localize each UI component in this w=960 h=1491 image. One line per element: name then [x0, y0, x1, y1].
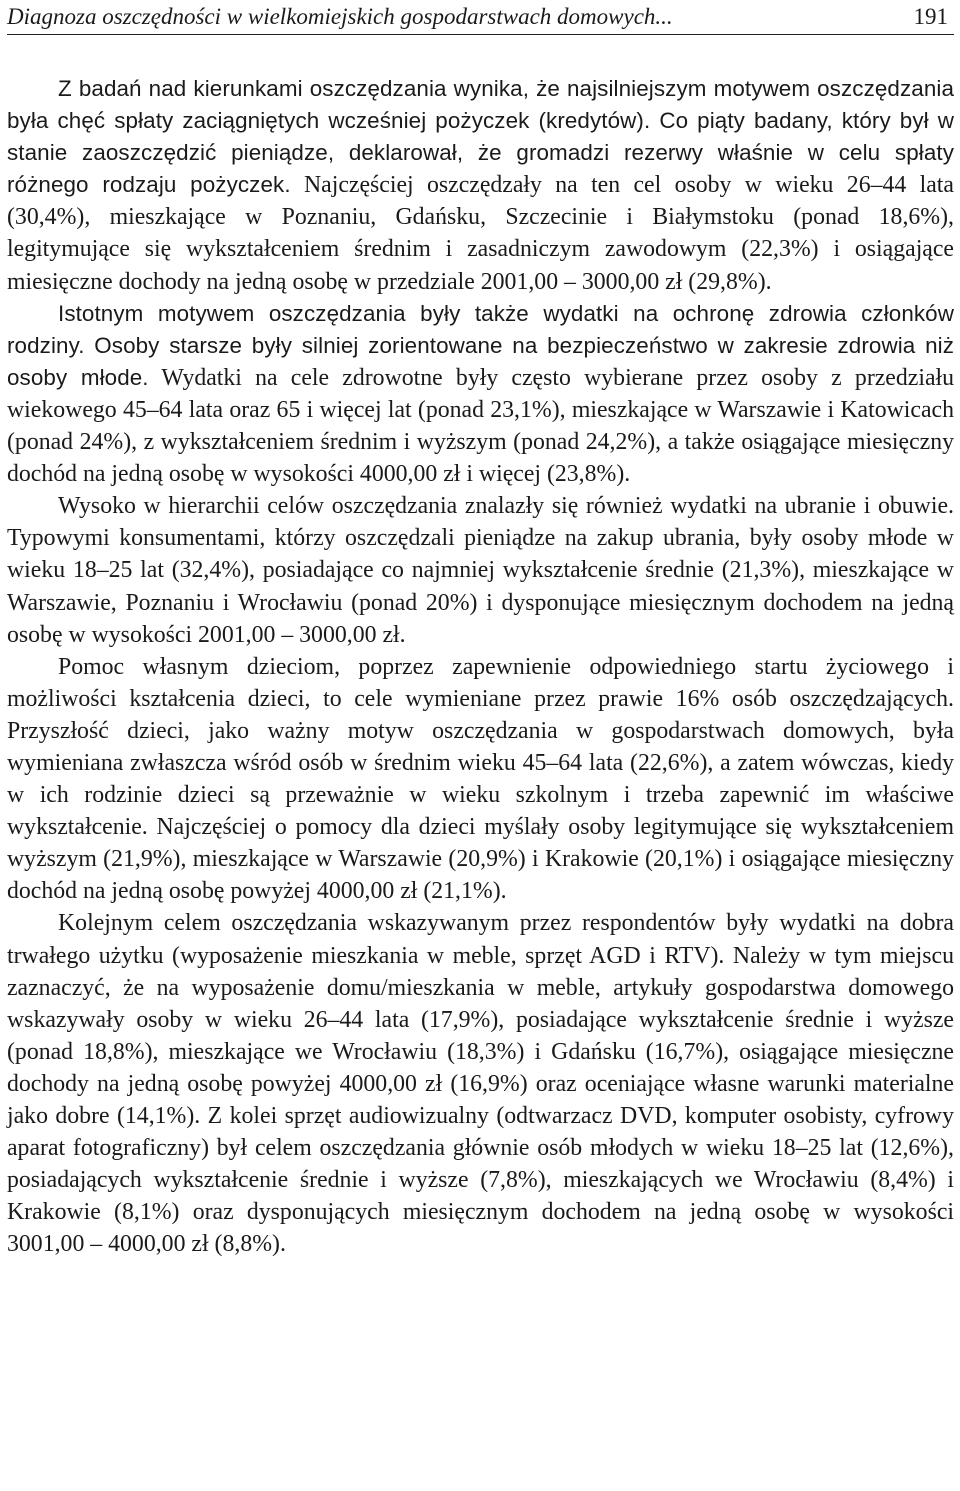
paragraph-health	[7, 298, 954, 491]
text-run: Kolejnym celem oszczędzania wskazywanym przez respondentów były wydatki na dobra trwałego użytku (wyposażenie mieszkania w meble, sprzęt AGD i RTV). Należy w tym miejscu zaznaczyć, że na wyposażenie domu/mieszkania w meble, artykuły gospodarstwa domowego wskazywały osoby w wieku 26–44 lata (17,9%), posiadające wykształcenie średnie i wyższe (ponad 18,8%), mieszkające we Wrocławiu (18,3%) i Gdańsku (16,7%), osiągające miesięczne dochody na jedną osobę powyżej 4000,00 zł (16,9%) oraz oceniające własne warunki materialne jako dobre (14,1%). Z kolei sprzęt audiowizualny (odtwarzacz DVD, komputer osobisty, cyfrowy aparat fotograficzny) był celem oszczędzania głównie osób młodych w wieku 18–25 lat (12,6%), posiadających wykształcenie średnie i wyższe (7,8%), mieszkających we Wrocławiu (8,4%) i Krakowie (8,1%) oraz dysponujących miesięcznym dochodem na jedną osobę w wysokości 3001,00 – 4000,00 zł (8,8%).	[7, 910, 954, 1258]
text-run: Pomoc własnym dzieciom, poprzez zapewnienie odpowiedniego startu życiowego i możliwości kształcenia dzieci, to cele wymieniane przez prawie 16% osób oszczędzających. Przyszłość dzieci, jako ważny motyw oszczędzania w gospodarstwach domowych, była wymieniana zwłaszcza wśród osób w średnim wieku 45–64 lata (22,6%), a zatem wówczas, kiedy w ich rodzinie dzieci są przeważnie w wieku szkolnym i trzeba zapewnić im właściwe wykształcenie. Najczęściej o pomocy dla dzieci myślały osoby legitymujące się wykształceniem wyższym (21,9%), mieszkające w Warszawie (20,9%) i Krakowie (20,1%) i osiągające miesięczny dochód na jedną osobę powyżej 4000,00 zł (21,1%).	[7, 653, 954, 905]
text-run: Wysoko w hierarchii celów oszczędzania znalazły się również wydatki na ubranie i obuwie. Typowymi konsumentami, którzy oszczędzali pieniądze na zakup ubrania, były osoby młode w wieku 18–25 lat (32,4%), posiadające co najmniej wykształcenie średnie (21,3%), mieszkające w Warszawie, Poznaniu i Wrocławiu (ponad 20%) i dysponujące miesięcznym dochodem na jedną osobę w wysokości 2001,00 – 3000,00 zł.	[7, 493, 954, 648]
page-number: 191	[913, 4, 948, 29]
text-run: Wydatki na cele zdrowotne były często wybierane przez osoby z przedziału wiekowego 45–64 lata oraz 65 i więcej lat (ponad 23,1%), mieszkające w Warszawie i Katowicach (ponad 24%), z wykształceniem średnim i wyższym (ponad 24,2%), a także osiągające miesięczny dochód na jedną osobę w wysokości 4000,00 zł i więcej (23,8%).	[7, 364, 955, 488]
running-title: Diagnoza oszczędności w wielkomiejskich gospodarstwach domowych...	[7, 4, 673, 29]
text-run: Z badań nad kierunkami oszczędzania wynika, że najsilniejszym motywem oszczędzania była chęć spłaty zaciągniętych wcześniej pożyczek (kredytów). Co piąty badany, który był w stanie zaoszczędzić pieniądze, deklarował, że gromadzi rezerwy właśnie w celu spłaty różnego rodzaju pożyczek.	[7, 76, 954, 198]
paragraph-debt-repayment	[7, 73, 954, 298]
paragraph-durable-goods	[7, 907, 954, 1260]
paragraph-children	[7, 651, 954, 908]
body-text	[7, 73, 954, 1260]
paragraph-clothing	[7, 490, 954, 650]
text-run: Istotnym motywem oszczędzania były także wydatki na ochronę zdrowia członków rodziny. Osoby starsze były silniej zorientowane na bezpieczeństwo w zakresie zdrowia niż osoby młode.	[7, 300, 954, 390]
running-header	[7, 0, 954, 35]
text-run: Najczęściej oszczędzały na ten cel osoby w wieku 26–44 lata (30,4%), mieszkające w Poznaniu, Gdańsku, Szczecinie i Białymstoku (ponad 18,6%), legitymujące się wykształceniem średnim i zasadniczym zawodowym (22,3%) i osiągające miesięczne dochody na jedną osobę w przedziale 2001,00 – 3000,00 zł (29,8%).	[7, 172, 954, 295]
